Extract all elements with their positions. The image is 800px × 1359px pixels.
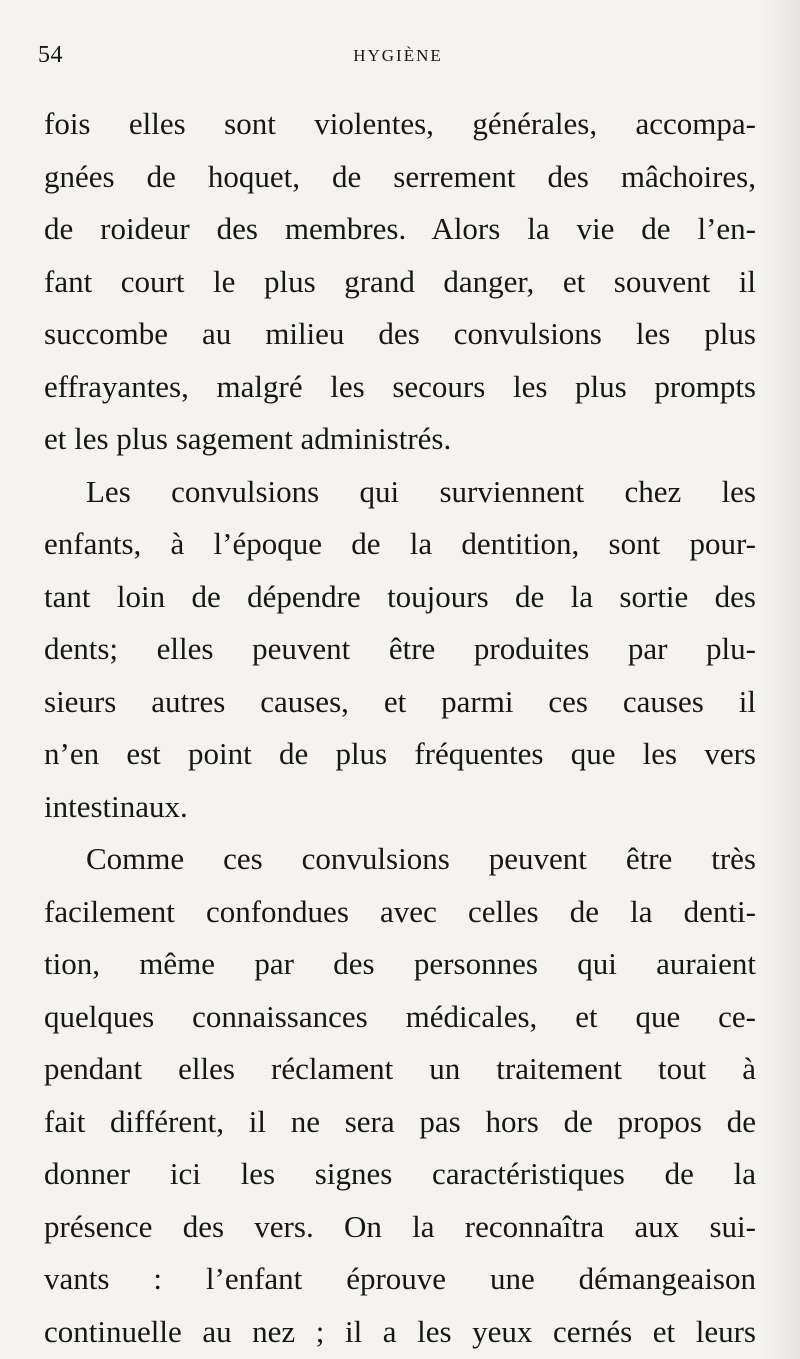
text-line: enfants, à l’époque de la dentition, sont pour- bbox=[44, 526, 756, 561]
text-line: vants : l’enfant éprouve une démangeaison bbox=[44, 1261, 756, 1296]
text-line: pendant elles réclament un traitement tout à bbox=[44, 1051, 756, 1086]
page-number: 54 bbox=[38, 42, 63, 68]
text-line: quelques connaissances médicales, et que ce- bbox=[44, 998, 756, 1034]
text-line: dents; elles peuvent être produites par plu- bbox=[44, 631, 756, 666]
text-line: gnées de hoquet, de serrement des mâchoires, bbox=[44, 158, 756, 194]
text-line: succombe au milieu des convulsions les plus bbox=[44, 316, 756, 351]
text-line: continuelle au nez ; il a les yeux cernés et leurs bbox=[44, 1313, 756, 1349]
text-line: fait différent, il ne sera pas hors de propos de bbox=[44, 1103, 756, 1139]
text-line: effrayantes, malgré les secours les plus prompts bbox=[44, 368, 756, 404]
text-line: intestinaux. bbox=[44, 788, 188, 824]
text-line: de roideur des membres. Alors la vie de l’en- bbox=[44, 211, 756, 246]
text-line: fant court le plus grand danger, et souvent il bbox=[44, 263, 756, 299]
text-line: et les plus sagement administrés. bbox=[44, 421, 452, 456]
text-line: Les convulsions qui surviennent chez les bbox=[86, 473, 756, 509]
text-line: fois elles sont violentes, générales, accompa- bbox=[44, 106, 756, 141]
text-line: facilement confondues avec celles de la denti- bbox=[44, 893, 756, 929]
text-line: tant loin de dépendre toujours de la sortie des bbox=[44, 578, 756, 614]
text-line: présence des vers. On la reconnaîtra aux sui- bbox=[44, 1208, 756, 1244]
text-line: sieurs autres causes, et parmi ces causes il bbox=[44, 683, 756, 719]
text-line: tion, même par des personnes qui auraient bbox=[44, 946, 756, 981]
text-line: donner ici les signes caractéristiques de la bbox=[44, 1156, 756, 1191]
running-head: HYGIÈNE bbox=[353, 46, 443, 65]
text-line: n’en est point de plus fréquentes que les vers bbox=[44, 736, 756, 771]
text-line: Comme ces convulsions peuvent être très bbox=[86, 841, 756, 876]
page-header bbox=[38, 38, 758, 78]
body-text bbox=[44, 98, 756, 1358]
